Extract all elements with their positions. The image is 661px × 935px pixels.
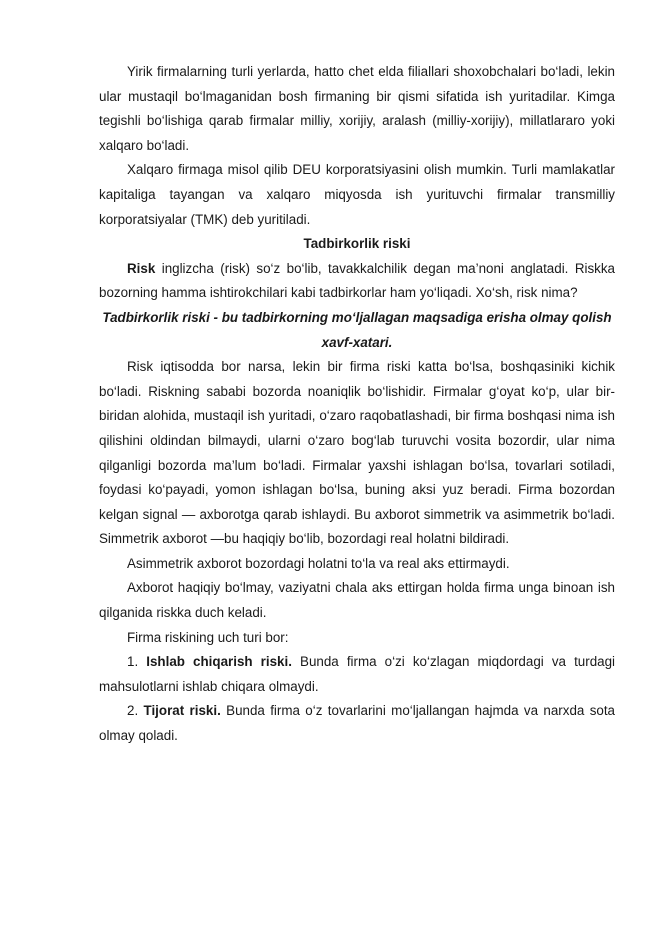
paragraph-risk-types-intro: Firma riskining uch turi bor: [127, 629, 289, 645]
commercial-risk-term: Tijorat riski. [143, 703, 221, 719]
risk-definition: Tadbirkorlik riski - bu tadbirkorning mo‘ljallagan maqsadiga erisha olmay qolish xavf-xatari. [102, 309, 612, 350]
paragraph-risk-meaning [99, 257, 615, 306]
section-heading: Tadbirkorlik riski [303, 236, 411, 252]
paragraph-risk-occurrence: Axborot haqiqiy bo‘lmay, vaziyatni chala aks ettirgan holda firma unga binoan ish qilganida riskka duch keladi. [99, 580, 615, 621]
production-risk-term: Ishlab chiqarish riski. [146, 654, 292, 670]
list-item-commercial-risk [99, 699, 615, 748]
commercial-risk-text: Bunda firma o‘z tovarlarini mo‘ljallangan hajmda va narxda sota olmay qoladi. [99, 703, 615, 744]
risk-meaning-text: inglizcha (risk) so‘z bo‘lib, tavakkalchilik degan ma’noni anglatadi. Riskka bozorning hamma ishtirokchilari kabi tadbirkorlar ham yo‘liqadi. Xo‘sh, risk nima? [99, 260, 615, 301]
production-risk-text: Bunda firma o‘zi ko‘zlagan miqdordagi va turdagi mahsulotlarni ishlab chiqara olmaydi. [99, 654, 616, 694]
item-number: 2. [127, 703, 144, 719]
list-item-production-risk [99, 650, 615, 699]
paragraph-asymmetric-info: Asimmetrik axborot bozordagi holatni to‘la va real aks ettirmaydi. [127, 555, 510, 571]
paragraph-firm-branches: Yirik firmalarning turli yerlarda, hatto chet elda filiallari shoxobchalari bo‘ladi, lekin ular mustaqil bo‘lmaganidan bosh firmaning bir qismi sifatida ish yuritadilar. Kimga tegishli bo‘lishiga qarab firmalar milliy, xorijiy, aralash (milliy-xorijiy), millatlararo yoki xalqaro bo‘ladi. [99, 64, 615, 153]
risk-term: Risk [127, 260, 156, 276]
paragraph-international-firms: Xalqaro firmaga misol qilib DEU korporatsiyasini olish mumkin. Turli mamlakatlar kapitaliga tayangan va xalqaro miqyosda ish yurituvchi firmalar transmilliy korporatsiyalar (TMK) deb yuritiladi. [99, 162, 615, 227]
document-page [99, 60, 615, 749]
item-number: 1. [127, 654, 147, 670]
paragraph-risk-causes: Risk iqtisodda bor narsa, lekin bir firma riski katta bo‘lsa, boshqasiniki kichik bo‘ladi. Riskning sababi bozorda noaniqlik bo‘lishidir. Firmalar g‘oyat ko‘p, ular bir-biridan alohida, mustaqil ish yuritadi, o‘zaro raqobatlashadi, bir firma boshqasi nima ish qilishini oldindan bilmaydi, ularni o‘zaro bog‘lab turuvchi vosita bozordir, ular nima qilganligi bozorda ma’lum bo‘ladi. Firmalar yaxshi ishlagan bo‘lsa, tovarlari sotiladi, foydasi ko‘payadi, yomon ishlagan bo‘lsa, buning aksi yuz beradi. Firma bozordan kelgan signal — axborotga qarab ishlaydi. Bu axborot simmetrik va asimmetrik bo‘ladi. Simmetrik axborot —bu haqiqiy bo‘lib, bozordagi real holatni bildiradi. [99, 359, 615, 547]
